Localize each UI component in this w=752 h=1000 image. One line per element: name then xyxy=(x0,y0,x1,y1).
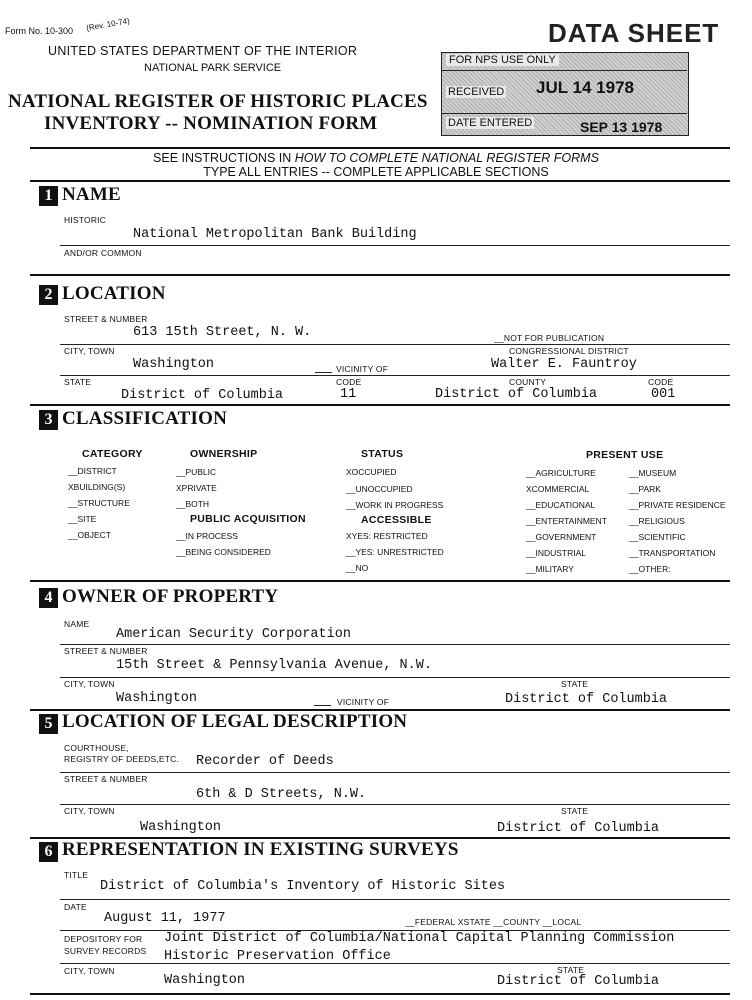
legal-street-value: 6th & D Streets, N.W. xyxy=(196,787,367,802)
owner-vicinity-label: VICINITY OF xyxy=(337,697,390,707)
legal-city-label: CITY, TOWN xyxy=(64,806,115,816)
owner-name-label: NAME xyxy=(64,619,90,629)
survey-records-label: SURVEY RECORDS xyxy=(64,946,147,956)
county-code-label: CODE xyxy=(648,377,674,387)
form-number: Form No. 10-300 xyxy=(5,26,74,36)
instructions-line2: TYPE ALL ENTRIES -- COMPLETE APPLICABLE SECTIONS xyxy=(203,165,549,179)
date-entered-value: SEP 13 1978 xyxy=(580,119,663,135)
section-5-title: LOCATION OF LEGAL DESCRIPTION xyxy=(62,711,408,732)
survey-state-value: District of Columbia xyxy=(497,974,660,989)
category-option[interactable]: XBUILDING(S) xyxy=(68,482,126,492)
present-use-option[interactable]: __EDUCATIONAL xyxy=(526,500,596,510)
legal-city-value: Washington xyxy=(140,820,222,835)
state-value: District of Columbia xyxy=(121,388,284,403)
status-header: STATUS xyxy=(361,448,404,460)
ownership-header: OWNERSHIP xyxy=(190,448,258,460)
state-code-value: 11 xyxy=(340,387,357,402)
department-name: UNITED STATES DEPARTMENT OF THE INTERIOR xyxy=(48,44,358,58)
county-code-value: 001 xyxy=(651,387,676,402)
status-option[interactable]: __WORK IN PROGRESS xyxy=(346,500,444,510)
city-town-label: CITY, TOWN xyxy=(64,346,115,356)
depository-value-line1: Joint District of Columbia/National Capital Planning Commission xyxy=(164,931,675,946)
congressional-district-label: CONGRESSIONAL DISTRICT xyxy=(509,346,629,356)
vicinity-of-label: VICINITY OF xyxy=(336,364,389,374)
present-use-header: PRESENT USE xyxy=(586,449,664,461)
present-use-option[interactable]: __RELIGIOUS xyxy=(629,516,685,526)
accessible-option[interactable]: XYES: RESTRICTED xyxy=(346,531,428,541)
service-name: NATIONAL PARK SERVICE xyxy=(144,62,282,74)
state-code-label: CODE xyxy=(336,377,362,387)
present-use-option[interactable]: __INDUSTRIAL xyxy=(526,548,586,558)
historic-label: HISTORIC xyxy=(64,215,107,225)
congressional-district-value: Walter E. Fauntroy xyxy=(491,357,637,372)
instructions-line1: SEE INSTRUCTIONS IN HOW TO COMPLETE NATIONAL REGISTER FORMS xyxy=(153,151,599,165)
present-use-option[interactable]: __AGRICULTURE xyxy=(526,468,596,478)
present-use-option[interactable]: __GOVERNMENT xyxy=(526,532,597,542)
survey-title-label: TITLE xyxy=(64,870,89,880)
accessible-header: ACCESSIBLE xyxy=(361,514,432,526)
date-entered-label: DATE ENTERED xyxy=(448,117,533,129)
not-for-publication: __NOT FOR PUBLICATION xyxy=(494,333,605,343)
survey-city-value: Washington xyxy=(164,973,246,988)
registry-label: REGISTRY OF DEEDS,ETC. xyxy=(64,754,180,764)
survey-levels[interactable]: __FEDERAL XSTATE __COUNTY __LOCAL xyxy=(405,917,582,927)
present-use-option[interactable]: __SCIENTIFIC xyxy=(629,532,686,542)
status-option[interactable]: XOCCUPIED xyxy=(346,467,397,477)
section-3-number: 3 xyxy=(39,410,58,430)
category-option[interactable]: __DISTRICT xyxy=(68,466,117,476)
present-use-option[interactable]: __PRIVATE RESIDENCE xyxy=(629,500,726,510)
acquisition-option[interactable]: __IN PROCESS xyxy=(176,531,238,541)
category-header: CATEGORY xyxy=(82,448,143,460)
present-use-option[interactable]: __TRANSPORTATION xyxy=(629,548,716,558)
accessible-option[interactable]: __NO xyxy=(346,563,369,573)
section-1-title: NAME xyxy=(62,184,121,205)
section-6-title: REPRESENTATION IN EXISTING SURVEYS xyxy=(62,839,459,860)
section-2-number: 2 xyxy=(39,285,58,305)
state-label: STATE xyxy=(64,377,92,387)
owner-state-value: District of Columbia xyxy=(505,692,668,707)
legal-state-value: District of Columbia xyxy=(497,821,660,836)
form-revision: (Rev. 10-74) xyxy=(85,16,131,33)
owner-street-label: STREET & NUMBER xyxy=(64,646,148,656)
data-sheet-stamp: DATA SHEET xyxy=(548,18,720,48)
legal-state-label: STATE xyxy=(561,806,589,816)
acquisition-option[interactable]: __BEING CONSIDERED xyxy=(176,547,271,557)
present-use-option[interactable]: XCOMMERCIAL xyxy=(526,484,590,494)
status-option[interactable]: __UNOCCUPIED xyxy=(346,484,413,494)
form-title-line2: INVENTORY -- NOMINATION FORM xyxy=(44,113,378,134)
present-use-option[interactable]: __MUSEUM xyxy=(629,468,677,478)
section-3-title: CLASSIFICATION xyxy=(62,408,228,429)
category-option[interactable]: __STRUCTURE xyxy=(68,498,130,508)
accessible-option[interactable]: __YES: UNRESTRICTED xyxy=(346,547,444,557)
survey-city-label: CITY, TOWN xyxy=(64,966,115,976)
depository-label: DEPOSITORY FOR xyxy=(64,934,143,944)
section-2-title: LOCATION xyxy=(62,283,166,304)
ownership-option[interactable]: __BOTH xyxy=(176,499,210,509)
courthouse-value: Recorder of Deeds xyxy=(196,754,334,769)
category-option[interactable]: __SITE xyxy=(68,514,97,524)
present-use-option[interactable]: __MILITARY xyxy=(526,564,574,574)
section-4-title: OWNER OF PROPERTY xyxy=(62,586,279,607)
courthouse-label: COURTHOUSE, xyxy=(64,743,129,753)
county-value: District of Columbia xyxy=(435,387,598,402)
street-number-label: STREET & NUMBER xyxy=(64,314,148,324)
owner-city-value: Washington xyxy=(116,691,198,706)
public-acquisition-header: PUBLIC ACQUISITION xyxy=(190,513,306,525)
section-5-number: 5 xyxy=(39,714,58,734)
present-use-option[interactable]: __PARK xyxy=(629,484,661,494)
received-label: RECEIVED xyxy=(448,86,505,98)
category-option[interactable]: __OBJECT xyxy=(68,530,111,540)
historic-name: National Metropolitan Bank Building xyxy=(133,227,417,242)
present-use-option[interactable]: __OTHER: xyxy=(629,564,671,574)
common-name-label: AND/OR COMMON xyxy=(64,248,142,258)
present-use-option[interactable]: __ENTERTAINMENT xyxy=(526,516,607,526)
owner-street-value: 15th Street & Pennsylvania Avenue, N.W. xyxy=(116,658,432,673)
county-label: COUNTY xyxy=(509,377,547,387)
owner-state-label: STATE xyxy=(561,679,589,689)
city-value: Washington xyxy=(133,357,215,372)
received-date: JUL 14 1978 xyxy=(536,78,634,97)
section-4-number: 4 xyxy=(39,588,58,608)
survey-state-label: STATE xyxy=(557,965,585,975)
form-title-line1: NATIONAL REGISTER OF HISTORIC PLACES xyxy=(8,91,428,112)
ownership-option[interactable]: __PUBLIC xyxy=(176,467,217,477)
legal-street-label: STREET & NUMBER xyxy=(64,774,148,784)
survey-date-label: DATE xyxy=(64,902,87,912)
section-6-number: 6 xyxy=(39,842,58,862)
street-number-value: 613 15th Street, N. W. xyxy=(133,325,312,340)
ownership-option[interactable]: XPRIVATE xyxy=(176,483,217,493)
survey-title-value: District of Columbia's Inventory of Historic Sites xyxy=(100,879,506,894)
section-1-number: 1 xyxy=(39,186,58,206)
survey-date-value: August 11, 1977 xyxy=(104,911,226,926)
owner-name-value: American Security Corporation xyxy=(116,627,351,642)
owner-city-label: CITY, TOWN xyxy=(64,679,115,689)
nps-use-label: FOR NPS USE ONLY xyxy=(446,54,559,66)
depository-value-line2: Historic Preservation Office xyxy=(164,949,391,964)
